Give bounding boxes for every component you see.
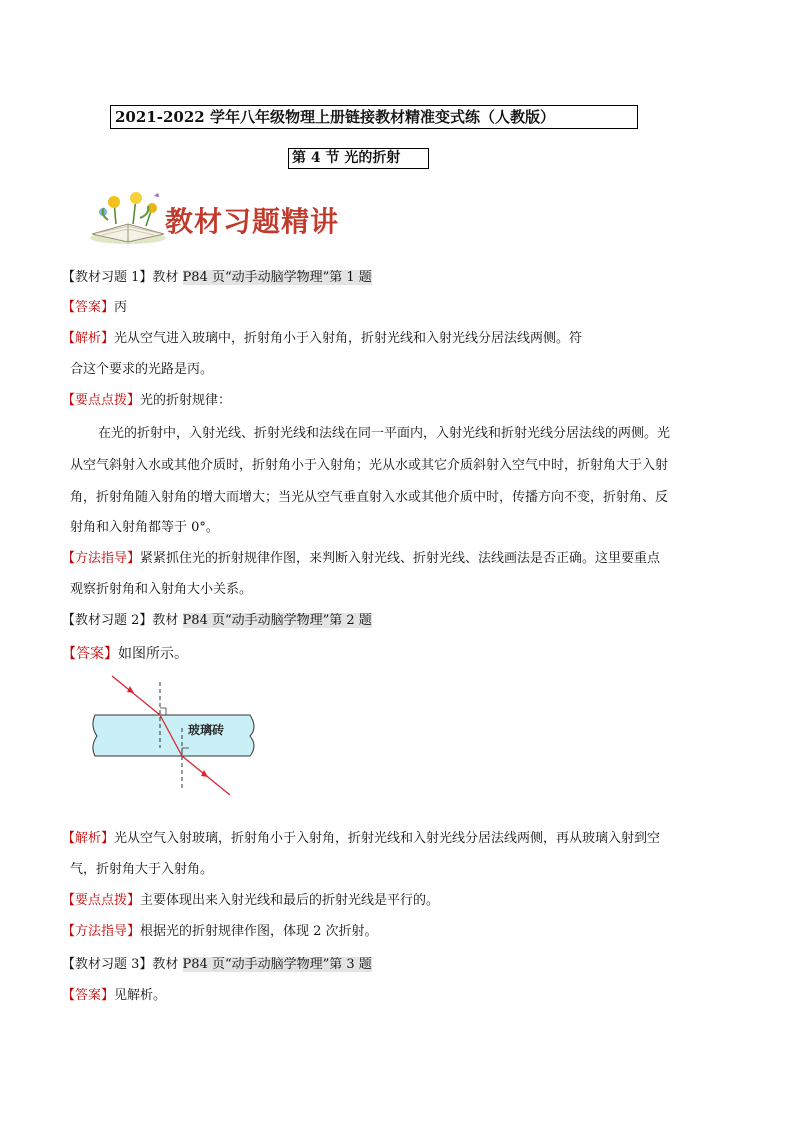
q2-analysis (62, 829, 660, 849)
analysis-tag: 【解析】 (62, 831, 115, 846)
refraction-figure (90, 670, 265, 800)
arrow-head-icon (201, 770, 208, 777)
q3-label: 【教材习题 3】 (62, 957, 153, 972)
answer-text: 如图所示。 (118, 646, 188, 662)
method-tag: 【方法指导】 (62, 924, 141, 939)
q2-label: 【教材习题 2】 (62, 613, 153, 628)
law-line-3: 角，折射角随入射角的增大而增大；当光从空气垂直射入水或其他介质中时，传播方向不变，折射角、反 (70, 490, 669, 505)
q2-answer (62, 644, 188, 664)
q1-label: 【教材习题 1】 (62, 270, 153, 285)
q1-analysis-cont: 合这个要求的光路是丙。 (70, 362, 214, 377)
method-tag: 【方法指导】 (62, 551, 141, 566)
q2-header (62, 611, 372, 631)
banner-title: 教材习题精讲 (165, 205, 340, 238)
document-title: 2021-2022 学年八年级物理上册链接教材精准变式练（人教版） (110, 105, 638, 129)
section-title: 第 4 节 光的折射 (288, 148, 429, 169)
q1-method (62, 549, 660, 569)
q1-analysis (62, 329, 582, 349)
glass-brick (93, 715, 254, 756)
answer-tag: 【答案】 (62, 300, 115, 315)
q2-keypoint (62, 891, 439, 911)
q3-header (62, 955, 372, 975)
analysis-tag: 【解析】 (62, 331, 115, 346)
keypoint-tag: 【要点点拨】 (62, 393, 141, 408)
answer-tag: 【答案】 (62, 988, 115, 1003)
analysis-text: 光从空气入射玻璃，折射角小于入射角，折射光线和入射光线分居法线两侧，再从玻璃入射到空 (114, 831, 661, 846)
q3-ref-prefix: 教材 (152, 957, 183, 972)
figure-label: 玻璃砖 (188, 723, 225, 737)
q2-ref: P84 页“动手动脑学物理”第 2 题 (182, 613, 372, 628)
q1-answer (62, 298, 127, 318)
q1-header (62, 268, 372, 288)
q3-ref: P84 页“动手动脑学物理”第 3 题 (182, 957, 372, 972)
q2-method (62, 922, 378, 942)
law-line-2: 从空气斜射入水或其他介质时，折射角小于入射角；光从水或其它介质斜射入空气中时，折射角大于入射 (70, 458, 669, 473)
keypoint-tag: 【要点点拨】 (62, 893, 141, 908)
law-line-1: 在光的折射中，入射光线、折射光线和法线在同一平面内，入射光线和折射光线分居法线的两侧。光 (98, 426, 671, 441)
q3-answer (62, 986, 166, 1006)
answer-text: 丙 (114, 300, 128, 315)
q1-keypoint (62, 391, 231, 411)
q1-method-cont: 观察折射角和入射角大小关系。 (70, 582, 253, 597)
q1-ref-prefix: 教材 (152, 270, 183, 285)
q1-ref: P84 页“动手动脑学物理”第 1 题 (182, 270, 372, 285)
q2-analysis-cont: 气，折射角大于入射角。 (70, 862, 214, 877)
analysis-text: 光从空气进入玻璃中，折射角小于入射角，折射光线和入射光线分居法线两侧。符 (114, 331, 583, 346)
keypoint-text: 主要体现出来入射光线和最后的折射光线是平行的。 (140, 893, 440, 908)
answer-text: 见解析。 (114, 988, 167, 1003)
right-angle-top (160, 708, 166, 715)
keypoint-text: 光的折射规律： (140, 393, 232, 408)
answer-tag: 【答案】 (62, 646, 118, 662)
method-text: 根据光的折射规律作图，体现 2 次折射。 (140, 924, 378, 939)
law-line-4: 射角和入射角都等于 0°。 (70, 520, 219, 535)
incident-ray (112, 676, 160, 715)
q2-ref-prefix: 教材 (152, 613, 183, 628)
method-text: 紧紧抓住光的折射规律作图，来判断入射光线、折射光线、法线画法是否正确。这里要重点 (140, 551, 661, 566)
